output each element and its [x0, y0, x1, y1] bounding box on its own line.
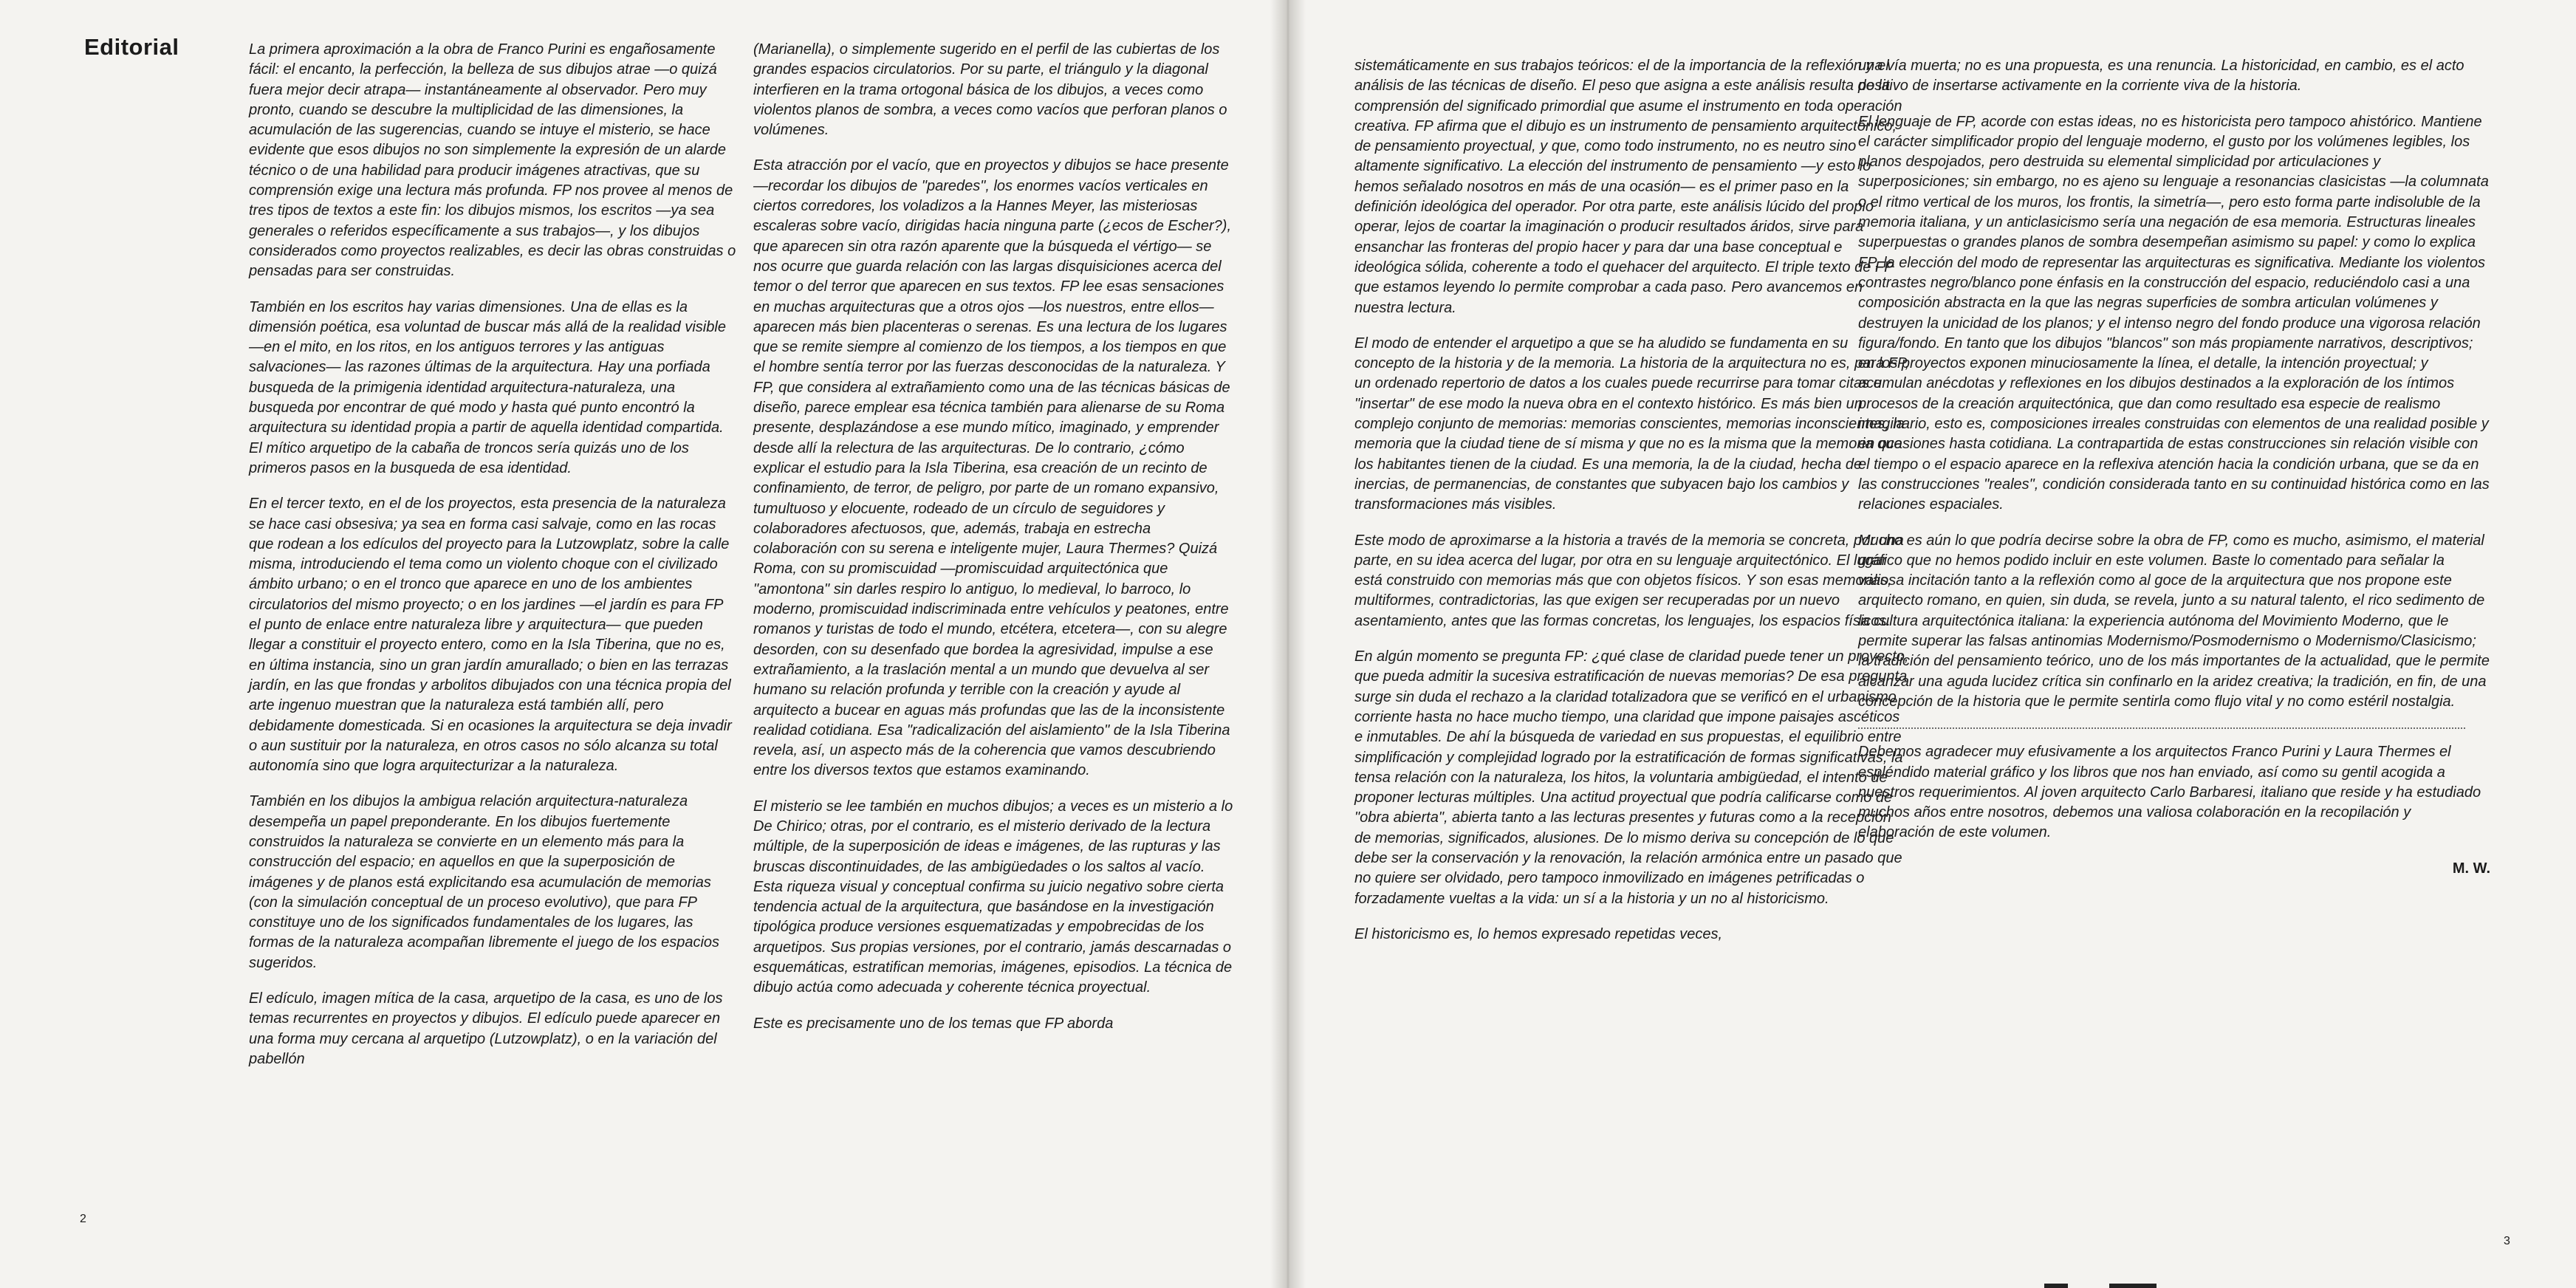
paragraph: El modo de entender el arquetipo a que se ha aludido se fundamenta en su concepto de la historia y de la memoria. La historia de la arquitectura no es, para FP, un ordenado repertorio de datos a los cuales puede recurrirse para tomar citas e "insertar" de ese modo la nueva obra en el contexto histórico. Es más bien un complejo conjunto de memorias: memorias conscientes, memorias inconscientes, la memoria que la ciudad tiene de sí misma y que no es la misma que la memoria que los habitantes tienen de la ciudad. Es una memoria, la de la ciudad, hecha de inercias, de permanencias, de constantes que subyacen bajo los cambios y transformaciones más visibles. — [1354, 335, 1910, 513]
bottom-edge-mark — [2044, 1284, 2068, 1288]
paragraph: Este modo de aproximarse a la historia a través de la memoria se concreta, por una parte, en su idea acerca del lugar, por otra en su lenguaje arquitectónico. El lugar está construido con memorias más que con objetos físicos. Y son esas memorias, multiformes, contradictorias, las que exigen ser recuperadas por un nuevo asentamiento, antes que las formas concretas, los lenguajes, los espacios físicos. — [1354, 532, 1904, 629]
signature: M. W. — [2452, 860, 2490, 877]
paragraph: En algún momento se pregunta FP: ¿qué clase de claridad puede tener un proyecto, que pueda admitir la sucesiva estratificación de nuevas memorias? De esa pregunta surge sin duda el rechazo a la claridad totalizadora que se verificó en el urbanismo corriente hasta no hace mucho tiempo, una claridad que impone paisajes ascéticos e inmutables. De ahí la búsqueda de variedad en sus propuestas, el equilibrio entre simplificación y complejidad logrado por la estratificación de formas significativas, la tensa relación con la naturaleza, los hitos, la voluntaria ambigüedad, el intento de proponer lecturas múltiples. Una actitud proyectual que podría calificarse como de "obra abierta", abierta tanto a las lecturas presentes y futuras como a la recepción de memorias, significados, alusiones. De lo mismo deriva su concepción de lo que debe ser la conservación y la renovación, la relación armónica entre un pasado que no quiere ser olvidado, pero tampoco inmovilizado en imágenes petrificadas o forzadamente vueltas a la vida: un sí a la historia y un no al historicismo. — [1354, 648, 1909, 907]
paragraph: una vía muerta; no es una propuesta, es una renuncia. La historicidad, en cambio, es el acto positivo de insertarse activamente en la corriente viva de la historia. — [1858, 58, 2464, 95]
paragraph: El misterio se lee también en muchos dibujos; a veces es un misterio a lo De Chirico; otras, por el contrario, es el misterio derivado de la lectura múltiple, de la superposición de ideas e imágenes, de las rupturas y las bruscas discontinuidades, de las ambigüedades o los saltos al vacío. Esta riqueza visual y conceptual confirma su juicio negativo sobre cierta tendencia actual de la arquitectura, que basándose en la investigación tipológica produce versiones esquematizadas y empobrecidas de los arquetipos. Sus propias versiones, por el contrario, jamás descarnadas o esquemáticas, estratifican memorias, imágenes, episodios. La técnica de dibujo actúa como adecuada y coherente técnica proyectual. — [753, 798, 1233, 996]
text-column-2 — [753, 40, 1233, 1049]
right-page — [1288, 0, 2576, 1288]
bottom-edge-mark — [2109, 1284, 2157, 1288]
paragraph: El lenguaje de FP, acorde con estas ideas, no es historicista pero tampoco ahistórico. Mantiene el carácter simplificador propio del lenguaje moderno, el gusto por los volúmenes legibles, los planos despojados, pero destruida su elemental simplicidad por articulaciones y superposiciones; sin embargo, no es ajeno su lenguaje a resonancias clasicistas —la columnata o el ritmo vertical de los muros, los frontis, la simetría—, pero esto forma parte indisoluble de la memoria italiana, y un anticlasicismo sería una negación de esa memoria. Estructuras lineales superpuestas o grandes planos de sombra desempeñan asimismo su papel: y como lo explica FP, la elección del modo de representar las arquitecturas es significativa. Mediante los violentos contrastes negro/blanco pone énfasis en la construcción del espacio, reduciéndolo casi a una composición abstracta en la que las negras superficies de sombra articulan volúmenes y destruyen la unicidad de los planos; y el intenso negro del fondo produce una vigorosa relación figura/fondo. En tanto que los dibujos "blancos" son más propiamente narrativos, descriptivos; en los proyectos exponen minuciosamente la línea, el detalle, la intención proyectual; y acumulan anécdotas y reflexiones en los dibujos destinados a la exploración de los íntimos procesos de la creación arquitectónica, que dan como resultado esa especie de realismo imaginario, esto es, composiciones irreales construidas con elementos de una realidad posible y en ocasiones hasta cotidiana. La contrapartida de estas construcciones sin relación visible con el tiempo o el espacio aparece en la reflexiva atención hacia la condición urbana, que se da en las construcciones "reales", condición considerada tanto en su continuidad histórica como en las relaciones espaciales. — [1858, 113, 2490, 513]
paragraph: También en los escritos hay varias dimensiones. Una de ellas es la dimensión poética, esa voluntad de buscar más allá de la realidad visible —en el mito, en los ritos, en los antiguos terrores y las antiguas salvaciones— las razones últimas de la arquitectura. Hay una porfiada busqueda de la primigenia identidad arquitectura-naturaleza, una busqueda por encontrar de qué modo y hasta qué punto encontró la arquitectura su identidad propia a partir de aquella identidad compartida. El mítico arquetipo de la cabaña de troncos sería quizás uno de los primeros pasos en la busqueda de esa identidad. — [249, 298, 726, 476]
paragraph: El edículo, imagen mítica de la casa, arquetipo de la casa, es uno de los temas recurrentes en proyectos y dibujos. El edículo puede aparecer en una forma muy cercana al arquetipo (Lutzowplatz), o en la variación del pabellón — [249, 990, 723, 1067]
text-column-1 — [249, 40, 738, 1085]
editorial-title: Editorial — [84, 34, 179, 60]
acknowledgment-paragraph: Debemos agradecer muy efusivamente a los arquitectos Franco Purini y Laura Thermes el espléndido material gráfico y los libros que nos han enviado, así como su gentil acogida a nuestros requerimientos. Al joven arquitecto Carlo Barbaresi, italiano que reside y ha estudiado muchos años entre nosotros, debemos una valiosa colaboración en la recopilación y elaboración de este volumen. — [1858, 744, 2481, 841]
paragraph: (Marianella), o simplemente sugerido en el perfil de las cubiertas de los grandes espacios circulatorios. Por su parte, el triángulo y la diagonal interfieren en la trama ortogonal básica de los dibujos, a veces como violentos planos de sombra, a veces como vacíos que perforan planos o volúmenes. — [753, 41, 1227, 139]
paragraph: sistemáticamente en sus trabajos teóricos: el de la importancia de la reflexión y el análisis de las técnicas de diseño. El peso que asigna a este análisis resulta de la comprensión del significado primordial que asume el instrumento en toda operación creativa. FP afirma que el dibujo es un instrumento de pensamiento arquitectónico, de pensamiento proyectual, y que, como todo instrumento, no es neutro sino altamente significativo. La elección del instrumento de pensamiento —y esto lo hemos señalado nosotros en más de una ocasión— es el primer paso en la definición ideológica del operador. Por otra parte, este análisis lúcido del propio operar, lejos de coartar la imaginación o producir resultados áridos, sirve para ensanchar las fronteras del propio hacer y para dar una base conceptual e ideológica sólida, coherente a todo el quehacer del arquitecto. El triple texto de FP que estamos leyendo lo permite comprobar a cada paso. Pero avancemos en nuestra lectura. — [1354, 58, 1902, 316]
paragraph: Esta atracción por el vacío, que en proyectos y dibujos se hace presente —recordar los dibujos de "paredes", los enormes vacíos verticales en ciertos corredores, los voladizos a la Hannes Meyer, las misteriosas escaleras sobre vacío, dirigidas hacia ninguna parte (¿ecos de Escher?), que aparecen sin otra razón aparente que la búsqueda el vértigo— se nos ocurre que guarda relación con las largas disquisiciones acerca del temor o del terror que aparecen en sus textos. FP lee esas sensaciones en muchas arquitecturas que a otros ojos —los nuestros, entre ellos— aparecen más bien placenteras o serenas. Es una lectura de los lugares que se remite siempre al comienzo de los tiempos, a los tiempos en que el hombre sentía terror por las fuerzas desconocidas de la naturaleza. Y FP, que considera al extrañamiento como una de las técnicas básicas de diseño, parece emplear esa técnica también para alienarse de su Roma presente, desplazándose a ese mundo mítico, imaginado, y emprender desde allí la relectura de las arquitecturas. De lo contrario, ¿cómo explicar el estudio para la Isla Tiberina, esa creación de un recinto de confinamiento, de terror, de peligro, por parte de un romano expansivo, tumultuoso y elocuente, rodeado de un círculo de seguidores y colaboradores afectuosos, que, además, trabaja en estrecha colaboración con su serena e inteligente mujer, Laura Thermes? Quizá Roma, con su promiscuidad —promiscuidad arquitectónica que "amontona" sin darles respiro lo antiguo, lo medieval, lo barroco, lo moderno, promiscuidad indiscriminada entre vehículos y peatones, entre romanos y turistas de todo el mundo, etcétera, etcetera—, con su alegre desorden, con su desenfado que bordea la agresividad, impulse a ese extrañamiento, a la traslación mental a un mundo que devuelva al ser humano su relación profunda y terrible con la creación y ayude al arquitecto a bucear en aguas más profundas que las de la inconsistente realidad cotidiana. Esa "radicalización del aislamiento" de la Isla Tiberina revela, así, un aspecto más de la coherencia que vamos descubriendo entre los diversos textos que estamos examinando. — [753, 157, 1232, 779]
paragraph: El historicismo es, lo hemos expresado repetidas veces, — [1354, 925, 1723, 942]
text-column-3 — [1354, 56, 1910, 960]
page-number-left: 2 — [80, 1213, 86, 1225]
text-column-4 — [1858, 56, 2490, 879]
paragraph: También en los dibujos la ambigua relación arquitectura-naturaleza desempeña un papel preponderante. En los dibujos fuertemente construidos la naturaleza se convierte en un elemento más para la construcción del espacio; en aquellos en que la superposición de imágenes y de planos está explicitando esa acumulación de memorias (con la simulación conceptual de un proceso evolutivo), que para FP constituye uno de los significados fundamentales de los lugares, las formas de la naturaleza acompañan libremente el juego de los espacios sugeridos. — [249, 793, 720, 971]
paragraph: Este es precisamente uno de los temas que FP aborda — [753, 1015, 1114, 1032]
paragraph: En el tercer texto, en el de los proyectos, esta presencia de la naturaleza se hace casi obsesiva; ya sea en forma casi salvaje, como en las rocas que rodean a los edículos del proyecto para la Lutzowplatz, sobre la calle misma, introduciendo el tema como un violento choque con el civilizado ámbito urbano; o en el tronco que aparece en uno de los ambientes circulatorios del mismo proyecto; o en los jardines —el jardín es para FP el punto de enlace entre naturaleza libre y arquitectura— que pueden llegar a constituir el proyecto entero, como en la Isla Tiberina, que no es, en última instancia, sino un gran jardín amurallado; o bien en las terrazas jardín, en las que frondas y arbolitos dibujados con una técnica propia del arte ingenuo muestran que la naturaleza está también allí, pero debidamente domesticada. Si en ocasiones la arquitectura se deja invadir o aun sustituir por la naturaleza, en otros casos no sólo alcanza su total autonomía sino que logra arquitecturizar a la naturaleza. — [249, 496, 732, 775]
page-number-right: 3 — [2504, 1235, 2510, 1247]
paragraph: Mucho es aún lo que podría decirse sobre la obra de FP, como es mucho, asimismo, el material gráfico que no hemos podido incluir en este volumen. Baste lo comentado para señalar la valiosa incitación tanto a la reflexión como al goce de la arquitectura que nos propone este arquitecto romano, en quien, sin duda, se revela, junto a su natural talento, el rico sedimento de la cultura arquitectónica italiana: la experiencia autónoma del Movimiento Moderno, que le permite superar las falsas antinomias Modernismo/Posmodernismo o Modernismo/Clasicismo; la tradición del pensamiento teórico, uno de los más importantes de la actualidad, que le permite alcanzar una aguda lucidez crítica sin confinarlo en la aridez creativa; la tradición, en fin, de una concepción de la historia que le permite sentirla como flujo vital y no como estéril nostalgia. — [1858, 532, 2490, 710]
dotted-separator — [1858, 727, 2465, 729]
book-gutter — [1270, 0, 1306, 1288]
paragraph: La primera aproximación a la obra de Franco Purini es engañosamente fácil: el encanto, la perfección, la belleza de sus dibujos atrae —o quizá fuera mejor decir atrapa— instantáneamente al observador. Pero muy pronto, cuando se descubre la multiplicidad de las dimensiones, la acumulación de las sugerencias, cuando se intuye el misterio, se hace evidente que esos dibujos no son simplemente la expresión de un alarde técnico o de una habilidad para producir imágenes atractivas, que su comprensión exige una lectura más profunda. FP nos provee al menos de tres tipos de textos a este fin: los dibujos mismos, los escritos —ya sea generales o referidos específicamente a sus trabajos—, y los dibujos considerados como proyectos realizables, es decir las obras construidas o pensadas para ser construidas. — [249, 41, 736, 280]
